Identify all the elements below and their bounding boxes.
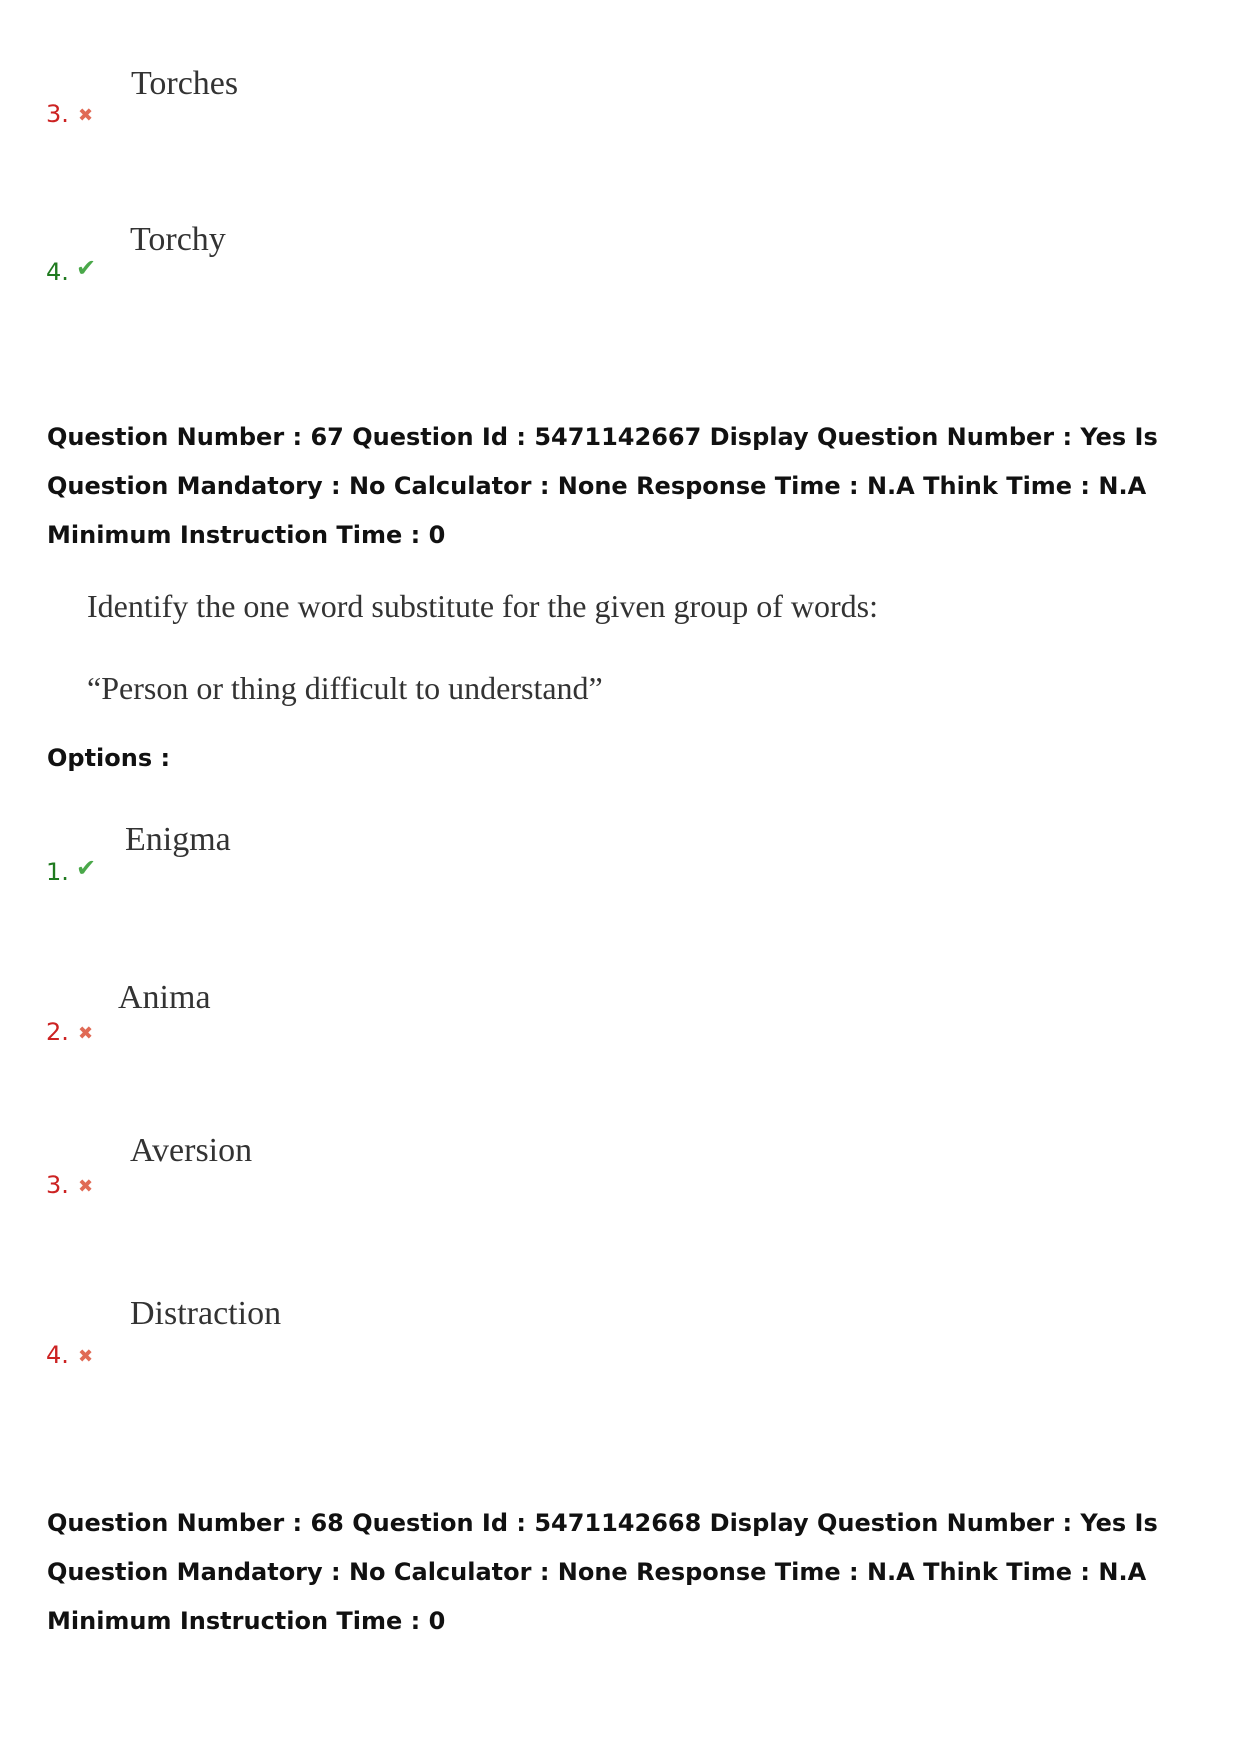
option-row bbox=[0, 64, 1240, 128]
option-text: Distraction bbox=[130, 1295, 282, 1332]
option-text: Aversion bbox=[130, 1132, 253, 1169]
option-row bbox=[0, 1131, 1240, 1199]
cross-icon: ✖ bbox=[78, 1176, 94, 1197]
option-number: 1. bbox=[46, 858, 69, 886]
cross-icon: ✖ bbox=[78, 1023, 94, 1044]
question-68-header: Question Number : 68 Question Id : 5471142668 Display Question Number : Yes Is Question Mandatory : No Calculator : None Response Time : N.A Think Time : N.A Minimum Instruction Time : 0 bbox=[47, 1509, 1158, 1635]
options-label: Options : bbox=[47, 744, 171, 772]
option-number: 3. bbox=[46, 1171, 69, 1199]
option-row bbox=[0, 820, 1240, 886]
option-row bbox=[0, 978, 1240, 1046]
check-icon: ✔ bbox=[76, 854, 97, 882]
question-67-header: Question Number : 67 Question Id : 5471142667 Display Question Number : Yes Is Question Mandatory : No Calculator : None Response Time : N.A Think Time : N.A Minimum Instruction Time : 0 bbox=[47, 423, 1158, 549]
question-67-phrase: “Person or thing difficult to understand” bbox=[87, 670, 603, 706]
option-text: Enigma bbox=[125, 821, 231, 858]
check-icon: ✔ bbox=[76, 254, 97, 282]
option-number: 2. bbox=[46, 1018, 69, 1046]
option-number: 4. bbox=[46, 1341, 69, 1369]
option-text: Anima bbox=[118, 979, 211, 1016]
cross-icon: ✖ bbox=[78, 1346, 94, 1367]
option-text: Torchy bbox=[130, 221, 226, 258]
option-text: Torches bbox=[131, 65, 239, 102]
option-number: 4. bbox=[46, 258, 69, 286]
option-number: 3. bbox=[46, 100, 69, 128]
question-67-prompt: Identify the one word substitute for the given group of words: bbox=[87, 588, 878, 624]
option-row bbox=[0, 220, 1240, 286]
option-row bbox=[0, 1294, 1240, 1369]
cross-icon: ✖ bbox=[78, 105, 94, 126]
